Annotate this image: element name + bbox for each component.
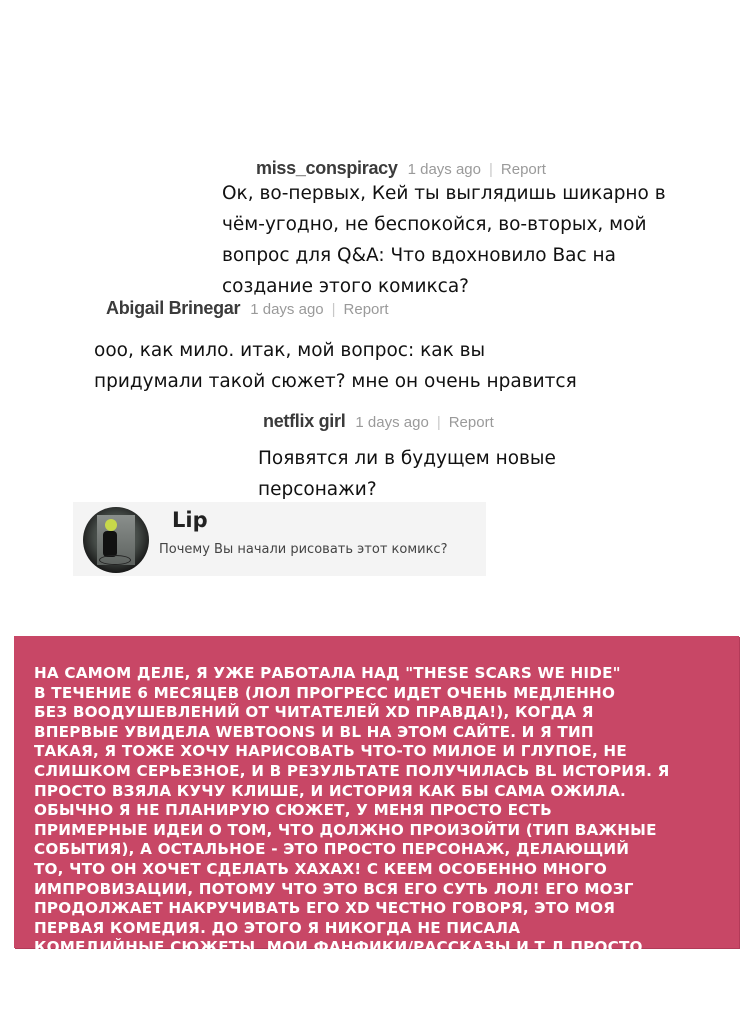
answer-line: ВПЕРВЫЕ УВИДЕЛА WEBTOONS И BL НА ЭТОМ САЙТЕ. И Я ТИП — [34, 722, 594, 741]
comment-header — [263, 411, 494, 432]
separator: | — [488, 161, 493, 178]
comment-timestamp: 1 days ago — [250, 301, 324, 318]
comment-line: Ок, во-первых, Кей ты выглядишь шикарно в — [222, 183, 666, 204]
report-link[interactable]: Report — [343, 301, 389, 318]
avatar[interactable] — [83, 507, 149, 573]
avatar-character-body — [103, 531, 117, 557]
answer-line: В ТЕЧЕНИЕ 6 МЕСЯЦЕВ (ЛОЛ ПРОГРЕСС ИДЕТ ОЧЕНЬ МЕДЛЕННО — [34, 683, 616, 702]
answer-line: ОБЫЧНО Я НЕ ПЛАНИРУЮ СЮЖЕТ, У МЕНЯ ПРОСТО ЕСТЬ — [34, 801, 552, 820]
comment-header — [256, 158, 546, 179]
answer-line: СЛИШКОМ СЕРЬЕЗНОЕ, И В РЕЗУЛЬТАТЕ ПОЛУЧИЛАСЬ BL ИСТОРИЯ. Я — [34, 761, 670, 780]
comment-username[interactable]: miss_conspiracy — [256, 158, 398, 178]
report-link[interactable]: Report — [448, 414, 494, 431]
question-card — [73, 502, 486, 576]
answer-panel — [14, 636, 739, 976]
question-username[interactable]: Lip — [172, 508, 208, 532]
answer-line: ТО, ЧТО ОН ХОЧЕТ СДЕЛАТЬ ХАХАХ! С КЕЕМ ОСОБЕННО МНОГО — [34, 859, 607, 878]
comment-line: персонажи? — [258, 479, 377, 500]
comment-line: Появятся ли в будущем новые — [258, 448, 556, 469]
answer-line: СОБЫТИЯ), А ОСТАЛЬНОЕ - ЭТО ПРОСТО ПЕРСОНАЖ, ДЕЛАЮЩИЙ — [34, 840, 630, 859]
comment-body — [222, 178, 666, 302]
comment-line: ооо, как мило. итак, мой вопрос: как вы — [94, 340, 486, 361]
comment-username[interactable]: netflix girl — [263, 411, 346, 431]
answer-line: ПРОСТО ВЗЯЛА КУЧУ КЛИШЕ, И ИСТОРИЯ КАК БЫ САМА ОЖИЛА. — [34, 781, 626, 800]
answer-line: ТАКАЯ, Я ТОЖЕ ХОЧУ НАРИСОВАТЬ ЧТО-ТО МИЛОЕ И ГЛУПОЕ, НЕ — [34, 742, 627, 761]
answer-line: ИМПРОВИЗАЦИИ, ПОТОМУ ЧТО ЭТО ВСЯ ЕГО СУТЬ ЛОЛ! ЕГО МОЗГ — [34, 879, 634, 898]
report-link[interactable]: Report — [500, 161, 546, 178]
comment-header — [106, 298, 389, 319]
answer-line: КОМЕДИЙНЫЕ СЮЖЕТЫ. МОИ ФАНФИКИ/РАССКАЗЫ И Т.Д ПРОСТО — [34, 938, 643, 957]
comment-line: придумали такой сюжет? мне он очень нравится — [94, 371, 577, 392]
question-text: Почему Вы начали рисовать этот комикс? — [159, 542, 448, 557]
answer-line: НА САМОМ ДЕЛЕ, Я УЖЕ РАБОТАЛА НАД "THESE SCARS WE HIDE" — [34, 664, 621, 682]
comment-line: создание этого комикса? — [222, 276, 469, 297]
separator: | — [331, 301, 336, 318]
answer-line: БЕЗ ВООДУШЕВЛЕНИЙ ОТ ЧИТАТЕЛЕЙ XD ПРАВДА!), КОГДА Я — [34, 703, 594, 722]
avatar-character-head — [105, 519, 117, 531]
comment-body — [94, 335, 577, 397]
answer-line: ПРОДОЛЖАЕТ НАКРУЧИВАТЬ ЕГО XD ЧЕСТНО ГОВОРЯ, ЭТО МОЯ — [34, 899, 616, 918]
separator: | — [436, 414, 441, 431]
comment-timestamp: 1 days ago — [355, 414, 429, 431]
avatar-ring — [99, 555, 131, 565]
comment-username[interactable]: Abigail Brinegar — [106, 298, 241, 318]
answer-line: ПЕРВАЯ КОМЕДИЯ. ДО ЭТОГО Я НИКОГДА НЕ ПИСАЛА — [34, 918, 521, 937]
comment-line: вопрос для Q&A: Что вдохновило Вас на — [222, 245, 616, 266]
comment-body — [258, 443, 556, 505]
answer-line: ЧИСТЫЙ "АНГСТ" XD — [34, 957, 219, 976]
comment-timestamp: 1 days ago — [407, 161, 481, 178]
answer-line: ПРИМЕРНЫЕ ИДЕИ О ТОМ, ЧТО ДОЛЖНО ПРОИЗОЙТИ (ТИП ВАЖНЫЕ — [34, 820, 657, 839]
comment-line: чём-угодно, не беспокойся, во-вторых, мой — [222, 214, 647, 235]
answer-text — [34, 664, 734, 978]
